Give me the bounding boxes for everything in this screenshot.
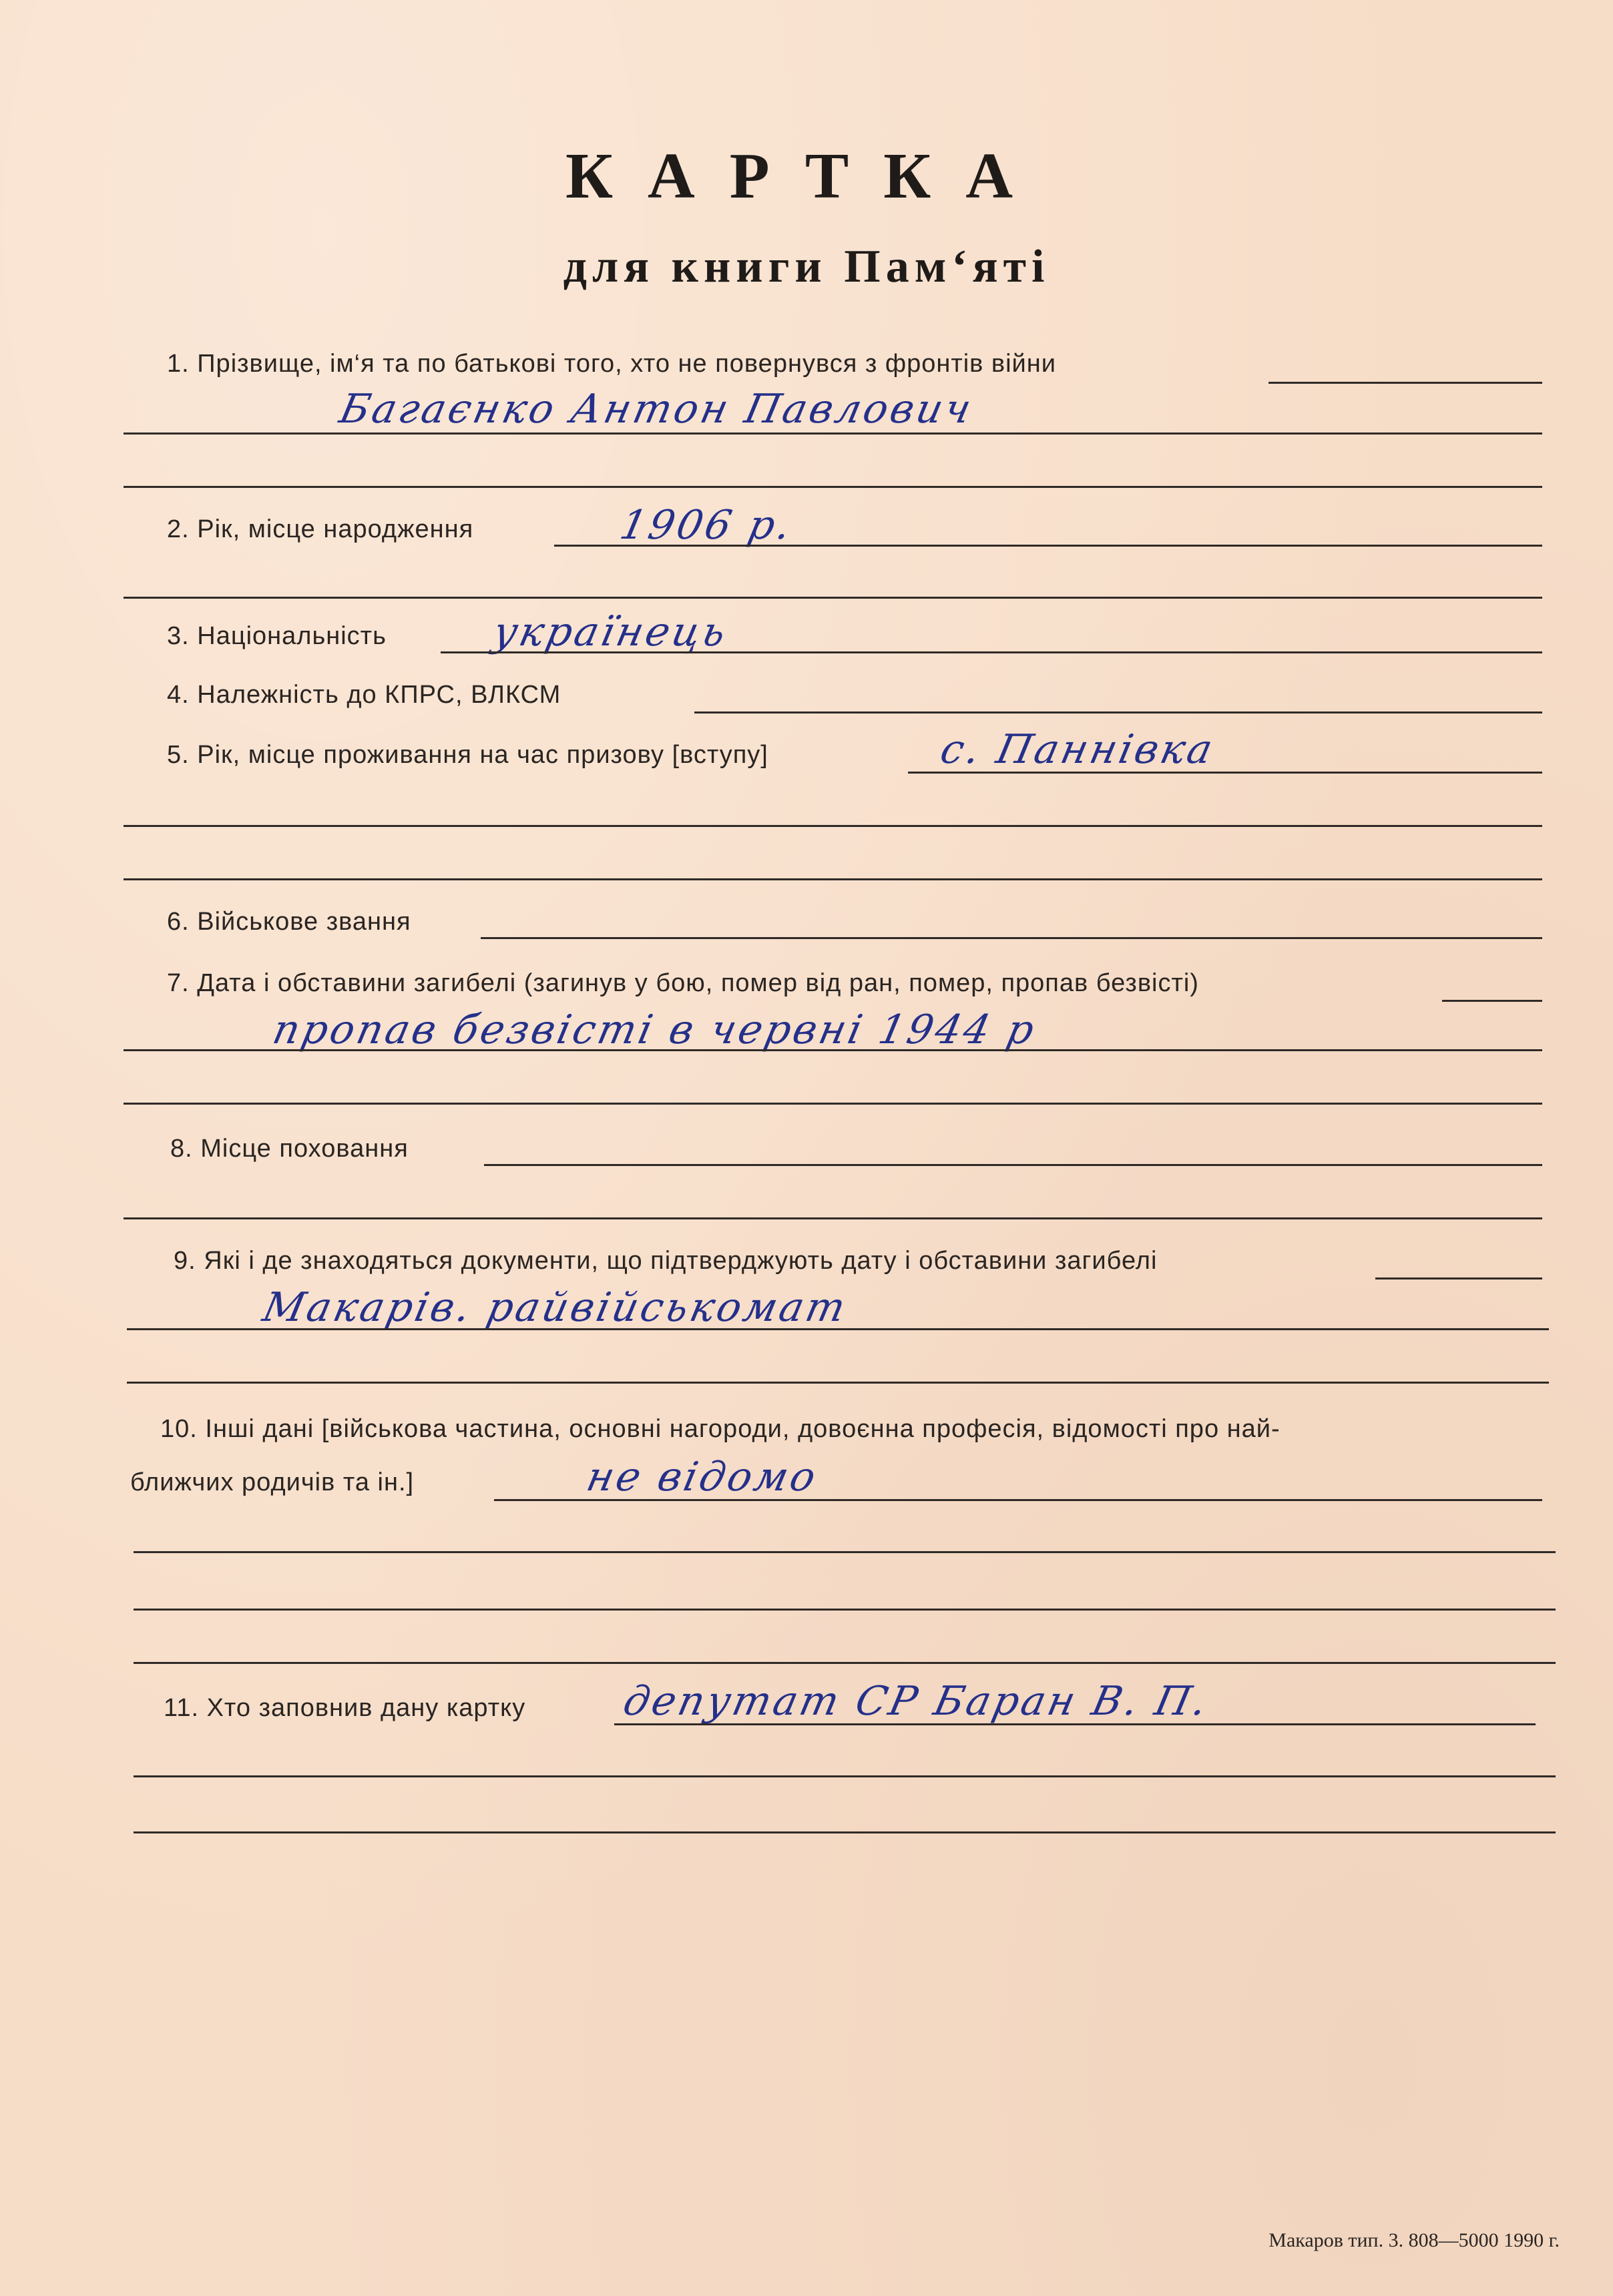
field-10-rule-c: [134, 1609, 1556, 1611]
field-8-rule-a: [484, 1164, 1542, 1166]
field-9-rule-c: [127, 1382, 1549, 1384]
field-8-rule-b: [124, 1217, 1542, 1219]
field-11-rule-c: [134, 1831, 1556, 1833]
field-9-rule-b: [127, 1328, 1549, 1330]
field-10-rule-b: [134, 1551, 1556, 1553]
form-title: КАРТКА: [565, 140, 1048, 212]
field-6-label: 6. Військове звання: [167, 908, 411, 936]
field-1-label: 1. Прізвище, ім‘я та по батькові того, хто не повернувся з фронтів війни: [167, 350, 1056, 378]
field-5-rule-a: [908, 772, 1542, 774]
field-10-label-line1: 10. Інші дані [військова частина, основні нагороди, довоєнна професія, відомості про най-: [160, 1415, 1281, 1443]
field-11-label: 11. Хто заповнив дану картку: [164, 1694, 526, 1722]
field-10-label-line2: ближчих родичів та ін.]: [130, 1468, 415, 1496]
field-5-label: 5. Рік, місце проживання на час призову [вступу]: [167, 741, 768, 769]
field-9-label: 9. Які і де знаходяться документи, що підтверджують дату і обставини загибелі: [174, 1247, 1158, 1275]
field-4-label: 4. Належність до КПРС, ВЛКСМ: [167, 681, 561, 709]
field-2-value[interactable]: 1906 р.: [616, 502, 798, 549]
field-5-rule-c: [124, 878, 1542, 880]
field-2-rule-a: [554, 545, 1542, 547]
field-7-rule-c: [124, 1103, 1542, 1105]
field-2-rule-b: [124, 597, 1542, 599]
field-7-label: 7. Дата і обставини загибелі (загинув у бою, помер від ран, помер, пропав безвісті): [167, 969, 1199, 997]
field-4-rule: [694, 711, 1542, 713]
field-3-label: 3. Національність: [167, 622, 387, 650]
field-6-rule: [481, 937, 1542, 939]
field-1-value[interactable]: Багаєнко Антон Павлович: [335, 386, 978, 433]
field-11-rule-a: [614, 1723, 1536, 1725]
field-10-rule-a: [494, 1499, 1542, 1501]
field-7-rule-a: [1442, 1000, 1542, 1002]
field-3-value[interactable]: українець: [489, 609, 733, 655]
field-1-rule-c: [124, 486, 1542, 488]
field-5-value[interactable]: с. Паннівка: [936, 726, 1220, 773]
field-11-rule-b: [134, 1775, 1556, 1777]
field-11-value[interactable]: депутат СР Баран В. П.: [619, 1678, 1214, 1725]
field-1-rule-b: [124, 433, 1542, 435]
field-5-rule-b: [124, 825, 1542, 827]
field-10-value[interactable]: не відомо: [582, 1454, 823, 1500]
field-9-value[interactable]: Макарів. райвійськомат: [258, 1284, 853, 1331]
field-2-label: 2. Рік, місце народження: [167, 515, 474, 543]
field-7-rule-b: [124, 1049, 1542, 1051]
form-subtitle: для книги Пам‘яті: [563, 241, 1050, 292]
field-8-label: 8. Місце поховання: [170, 1135, 409, 1163]
field-7-value[interactable]: пропав безвісті в червні 1944 р: [268, 1007, 1041, 1053]
field-10-rule-d: [134, 1662, 1556, 1664]
field-9-rule-a: [1375, 1277, 1542, 1279]
field-1-rule-a: [1269, 382, 1542, 384]
print-imprint: Макаров тип. 3. 808—5000 1990 г.: [1269, 2229, 1560, 2251]
field-3-rule: [441, 651, 1542, 653]
